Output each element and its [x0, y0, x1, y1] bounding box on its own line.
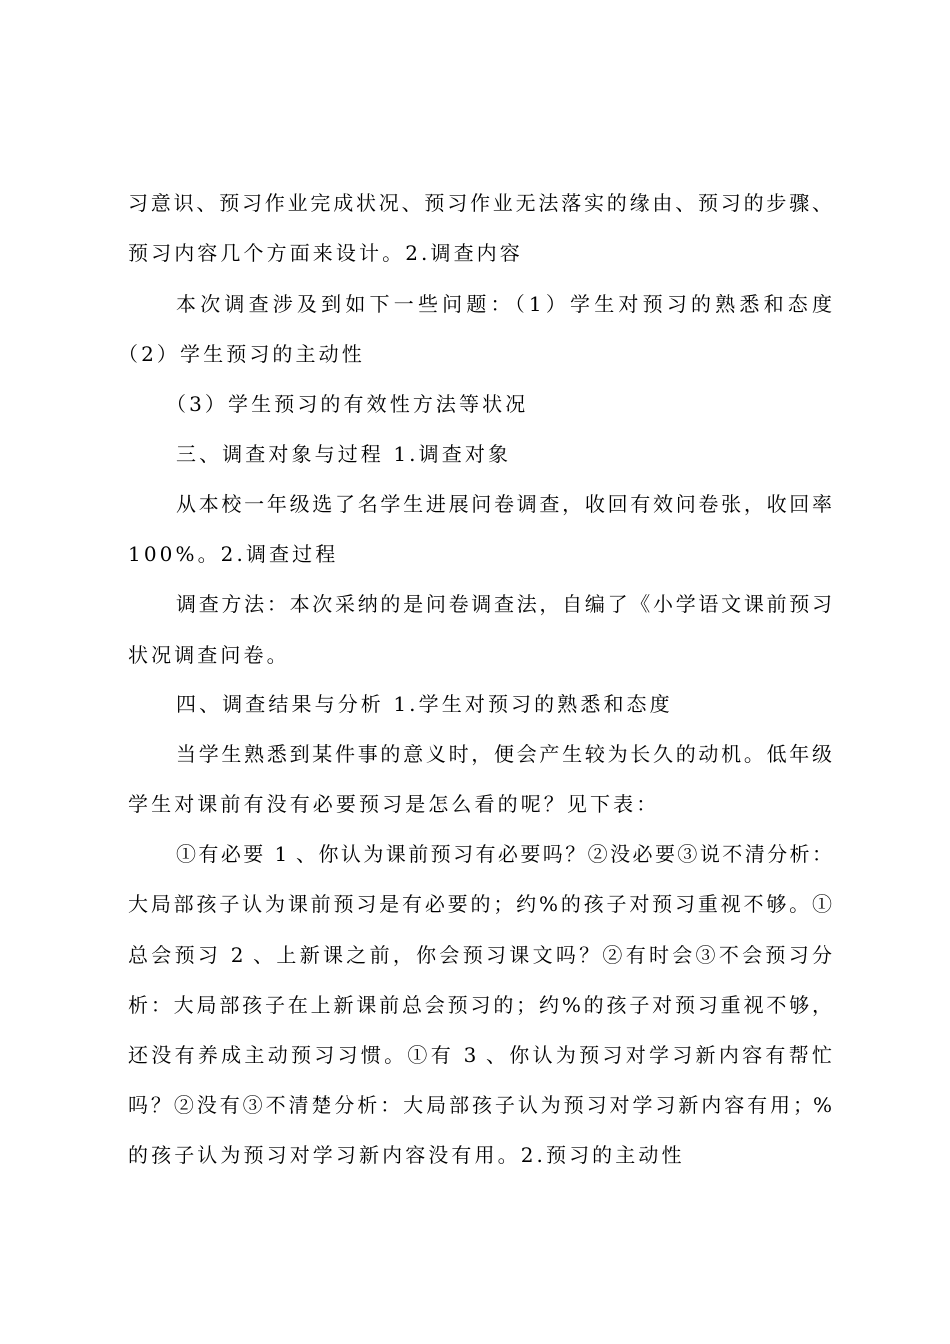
text-line-9: 调查方法：本次采纳的是问卷调查法，自编了《小学语文课前预习: [176, 592, 832, 616]
text-line-4: （2）学生预习的主动性: [118, 342, 365, 366]
text-line-16: 总会预习 2 、上新课之前，你会预习课文吗？②有时会③不会预习分: [128, 943, 832, 967]
text-line-8: 100%。2.调查过程: [128, 542, 339, 566]
text-line-17: 析：大局部孩子在上新课前总会预习的；约%的孩子对预习重视不够，: [128, 993, 832, 1017]
text-line-3: 本次调查涉及到如下一些问题：（1）学生对预习的熟悉和态度: [176, 292, 832, 316]
text-line-13: 学生对课前有没有必要预习是怎么看的呢？见下表：: [128, 792, 660, 816]
text-line-10: 状况调查问卷。: [128, 643, 290, 667]
section-heading-4: 四、调查结果与分析 1.学生对预习的熟悉和态度: [176, 692, 673, 716]
text-line-14: ①有必要 1 、你认为课前预习有必要吗？②没必要③说不清分析：: [176, 842, 832, 866]
text-line-12: 当学生熟悉到某件事的意义时，便会产生较为长久的动机。低年级: [176, 742, 832, 766]
text-line-1: 习意识、预习作业完成状况、预习作业无法落实的缘由、预习的步骤、: [128, 191, 832, 215]
text-line-20: 的孩子认为预习对学习新内容没有用。2.预习的主动性: [128, 1143, 685, 1167]
text-line-19: 吗？②没有③不清楚分析：大局部孩子认为预习对学习新内容有用；%: [128, 1093, 832, 1117]
section-heading-3: 三、调查对象与过程 1.调查对象: [176, 442, 512, 466]
text-line-7: 从本校一年级选了名学生进展问卷调查，收回有效问卷张，收回率: [176, 492, 832, 516]
text-line-5: （3）学生预习的有效性方法等状况: [166, 392, 529, 416]
text-line-18: 还没有养成主动预习习惯。①有 3 、你认为预习对学习新内容有帮忙: [128, 1043, 832, 1067]
text-line-15: 大局部孩子认为课前预习是有必要的；约%的孩子对预习重视不够。①: [128, 892, 832, 916]
text-line-2: 预习内容几个方面来设计。2.调查内容: [128, 241, 523, 265]
